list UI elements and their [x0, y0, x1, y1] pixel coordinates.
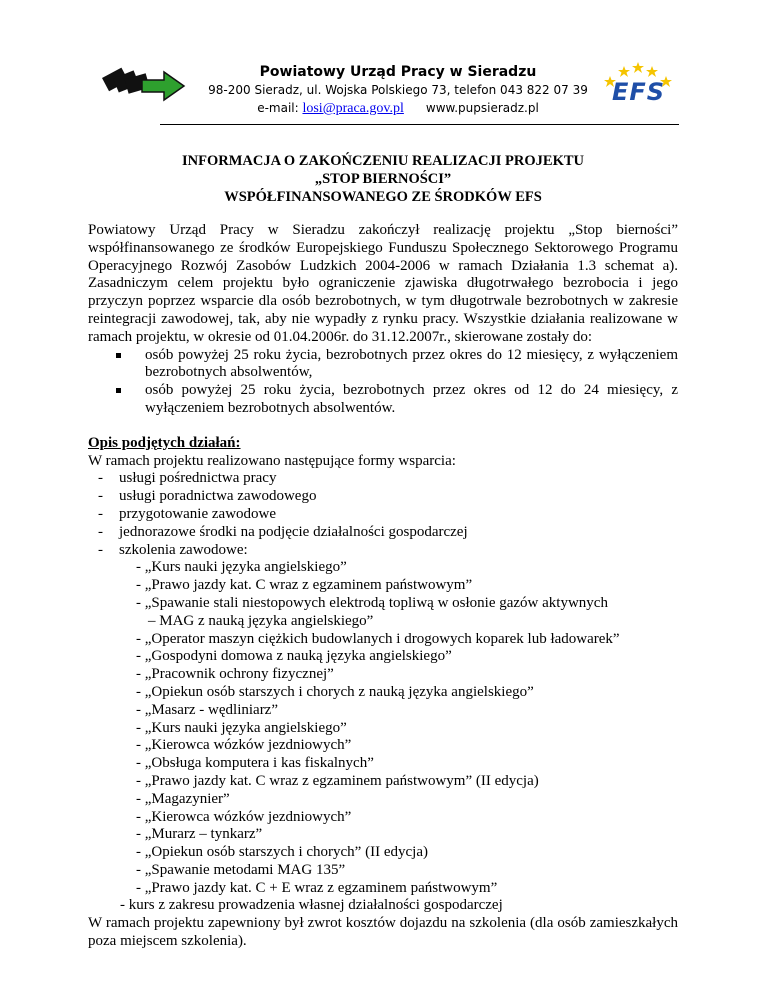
course-item: - „Prawo jazdy kat. C wraz z egzaminem państwowym” — [136, 577, 473, 594]
support-forms-list — [88, 470, 678, 559]
target-groups-list — [88, 347, 678, 418]
pup-arrow-logo — [98, 62, 188, 102]
course-item: - kurs z zakresu prowadzenia własnej działalności gospodarczej — [120, 897, 503, 914]
org-contact — [198, 101, 598, 117]
efs-logo — [598, 56, 678, 106]
course-item: - „Kierowca wózków jezdniowych” — [136, 808, 352, 825]
square-bullet-icon — [116, 388, 121, 393]
org-address: 98-200 Sieradz, ul. Wojska Polskiego 73, telefon 043 822 07 39 — [208, 83, 588, 97]
square-bullet-icon — [116, 353, 121, 358]
course-item: - „Murarz – tynkarz” — [136, 826, 263, 843]
course-item: - „Obsługa komputera i kas fiskalnych” — [136, 755, 374, 772]
course-item: - „Prawo jazdy kat. C + E wraz z egzaminem państwowym” — [136, 879, 498, 896]
org-name: Powiatowy Urząd Pracy w Sieradzu — [259, 64, 537, 80]
list-item: - jednorazowe środki na podjęcie działalności gospodarczej — [98, 523, 468, 540]
email-link[interactable]: losi@praca.gov.pl — [302, 101, 404, 116]
list-item: - przygotowanie zawodowe — [98, 505, 277, 522]
dash-marker: - — [98, 523, 103, 540]
efs-logo-text: EFS — [612, 78, 666, 106]
course-item: - „Opiekun osób starszych i chorych z nauką języka angielskiego” — [136, 683, 534, 700]
title-line-2: „STOP BIERNOŚCI” — [314, 171, 452, 187]
closing-paragraph: W ramach projektu zapewniony był zwrot kosztów dojazdu na szkolenia (dla osób zamieszkałych poza miejscem szkolenia). — [88, 915, 678, 950]
list-item: - usługi poradnictwa zawodowego — [98, 488, 317, 505]
email-label: e-mail: — [257, 101, 303, 115]
course-item: - „Kurs nauki języka angielskiego” — [136, 719, 347, 736]
list-item: osób powyżej 25 roku życia, bezrobotnych przez okres od 12 do 24 miesięcy, z wyłączeniem bezrobotnych absolwentów. — [88, 382, 678, 418]
course-item: - „Opiekun osób starszych i chorych” (II edycja) — [136, 844, 428, 861]
course-item: - „Gospodyni domowa z nauką języka angielskiego” — [136, 648, 452, 665]
course-item: - „Spawanie stali niestopowych elektrodą topliwą w osłonie gazów aktywnych — [136, 594, 608, 611]
courses-list — [88, 559, 678, 915]
course-item: - „Operator maszyn ciężkich budowlanych i drogowych koparek lub ładowarek” — [136, 630, 620, 647]
course-item: - „Magazynier” — [136, 790, 230, 807]
course-item: - „Prawo jazdy kat. C wraz z egzaminem państwowym” (II edycja) — [136, 772, 539, 789]
document-body — [88, 152, 678, 951]
dash-marker: - — [98, 505, 103, 522]
letterhead — [98, 56, 678, 126]
course-item: - „Masarz - wędliniarz” — [136, 701, 279, 718]
title-line-3: WSPÓŁFINANSOWANEGO ZE ŚRODKÓW EFS — [224, 189, 542, 205]
course-item-continuation: – MAG z nauką języka angielskiego” — [148, 612, 374, 629]
section-heading: Opis podjętych działań: — [88, 434, 241, 451]
course-item: - „Kurs nauki języka angielskiego” — [136, 559, 347, 576]
course-item: - „Spawanie metodami MAG 135” — [136, 861, 346, 878]
dash-marker: - — [98, 541, 103, 558]
header-divider — [160, 124, 679, 125]
website-text: www.pupsieradz.pl — [425, 101, 539, 115]
title-line-1: INFORMACJA O ZAKOŃCZENIU REALIZACJI PROJEKTU — [181, 153, 584, 169]
section-intro: W ramach projektu realizowano następujące formy wsparcia: — [88, 452, 456, 469]
dash-marker: - — [98, 470, 103, 487]
list-item: - usługi pośrednictwa pracy — [98, 470, 277, 487]
course-item: - „Kierowca wózków jezdniowych” — [136, 737, 352, 754]
intro-paragraph: Powiatowy Urząd Pracy w Sieradzu zakończył realizację projektu „Stop bierności” współfinansowanego ze środków Europejskiego Funduszu Społecznego Sektorowego Programu Operacyjnego Rozwój Zasobów Ludzkich 2004-2006 w ramach Działania 1.3 schemat a). Zasadniczym celem projektu było ograniczenie zjawiska długotrwałego bezrobocia i jego przyczyn poprzez wsparcie dla osób bezrobotnych, w tym długotrwale bezrobotnych w zakresie reintegracji zawodowej, tak, aby nie wypadły z rynku pracy. Wszystkie działania realizowane w ramach projektu, w okresie od 01.04.2006r. do 31.12.2007r., skierowane zostały do: — [88, 222, 678, 345]
course-item: - „Pracownik ochrony fizycznej” — [136, 666, 334, 683]
list-item: osób powyżej 25 roku życia, bezrobotnych przez okres do 12 miesięcy, z wyłączeniem bezrobotnych absolwentów, — [88, 347, 678, 383]
dash-marker: - — [98, 488, 103, 505]
document-title — [88, 152, 678, 206]
list-item: - szkolenia zawodowe: — [98, 541, 248, 558]
